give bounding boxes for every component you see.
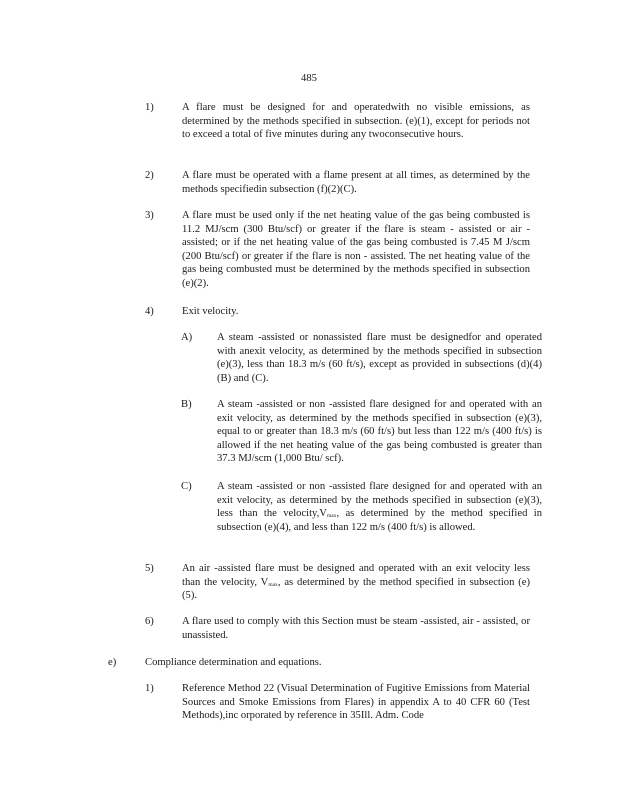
item-number: B) [181,399,192,410]
item-text: Reference Method 22 (Visual Determination of Fugitive Emissions from Material Sources and Smoke Emissions from Flares) in appendix A to 40 CFR 60 (Test Methods),inc orporated by reference in 35Ill. Adm. Code [182,683,530,722]
item-number: 6) [145,616,154,627]
item-number: 5) [145,563,154,574]
item-number: 3) [145,210,154,221]
vmax-subscript: max [268,581,278,588]
item-number: 4) [145,306,154,317]
item-text: A flare used to comply with this Section must be steam -assisted, air - assisted, or unassisted. [182,616,530,641]
item-text [217,480,542,534]
item-text: A steam -assisted or nonassisted flare must be designedfor and operated with anexit velocity, as determined by the methods specified in subsection (e)(3), less than 18.3 m/s (60 ft/s), except as provided in subsections (d)(4)(B) and (C). [217,332,542,384]
item-text-before: An air -assisted flare must be designed and operated with an exit velocity less than the velocity, V [182,563,530,588]
item-text-after: , as determined by the method specified in subsection (e)(4), and less than 122 m/s (400 ft/s) is allowed. [217,508,542,533]
item-text: Exit velocity. [182,306,239,317]
vmax-subscript: max [326,513,337,520]
item-number: 2) [145,170,154,181]
page-number: 485 [301,73,317,84]
item-text: A flare must be designed for and operatedwith no visible emissions, as determined by the methods specified in subsection. (e)(1), except for periods not to exceed a total of five minutes during any twoconsecutive hours. [182,102,530,141]
item-text-after: , as determined by the method specified in subsection (e)(5). [182,576,530,602]
section-letter: e) [108,657,117,668]
section-title: Compliance determination and equations. [145,657,322,668]
item-text-before: A steam -assisted or non -assisted flare designed for and operated with an exit velocity, as determined by the methods specified in subsection (e)(3), less than the velocity,V [217,481,542,520]
item-number: 1) [145,683,154,694]
item-text: A flare must be operated with a flame present at all times, as determined by the methods specifiedin subsection (f)(2)(C). [182,170,530,195]
item-text: A flare must be used only if the net heating value of the gas being combusted is 11.2 MJ/scm (300 Btu/scf) or greater if the flare is steam - assisted or air -assisted; or if the net heating value of the gas being combusted is 7.45 M J/scm (200 Btu/scf) or greater if the flare is non - assisted. The net heating value of the gas being combusted must be determined by the methods specified in subsection (e)(2). [182,210,530,289]
item-number: 1) [145,102,154,113]
item-text: A steam -assisted or non -assisted flare designed for and operated with an exit velocity, as determined by the methods specified in subsection (e)(3), equal to or greater than 18.3 m/s (60 ft/s) but less than 122 m/s (400 ft/s) is allowed if the net heating value of the gas being combusted is greater than 37.3 MJ/scm (1,000 Btu/ scf). [217,399,542,465]
item-text [182,562,530,603]
item-number: C) [181,481,192,492]
item-number: A) [181,332,193,343]
